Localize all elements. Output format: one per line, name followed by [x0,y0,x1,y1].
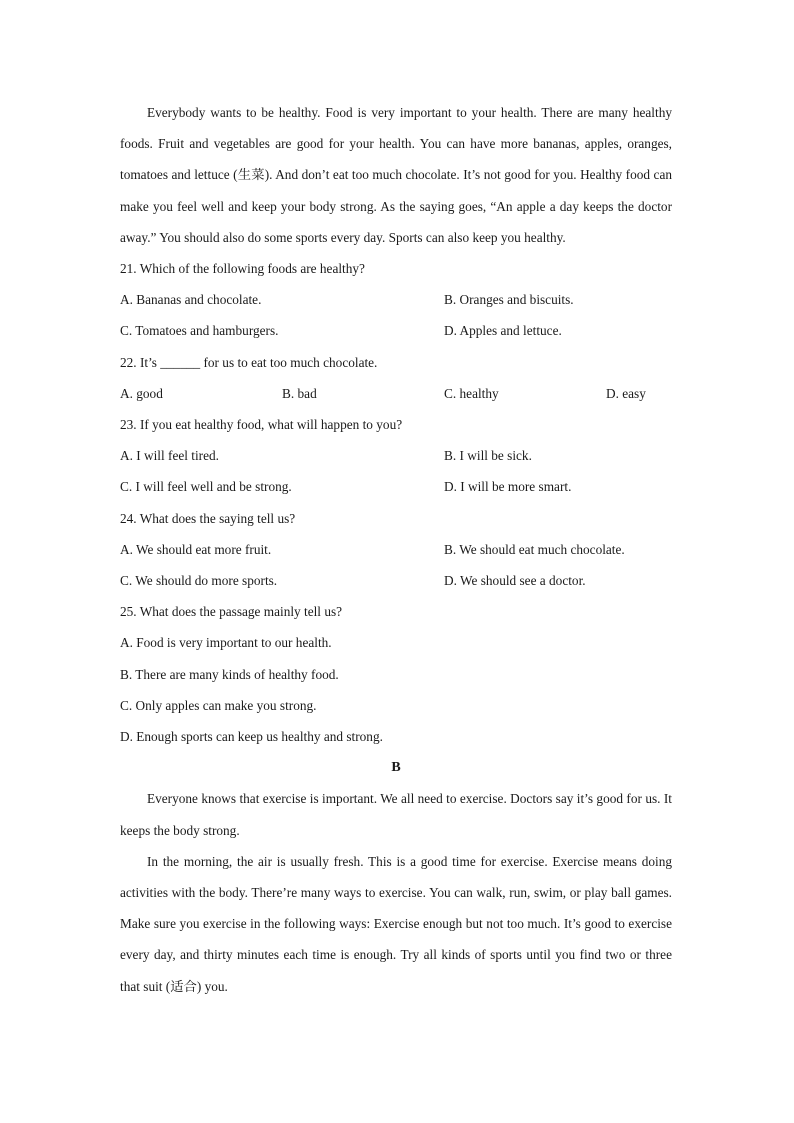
options-row [120,378,672,409]
option-24-c[interactable]: C. We should do more sports. [120,573,278,589]
option-22-d[interactable]: D. easy [606,385,646,401]
option-22-b[interactable]: B. bad [282,385,317,401]
option-23-c[interactable]: C. I will feel well and be strong. [120,479,292,495]
option-23-a[interactable]: A. I will feel tired. [120,448,219,464]
question-24: 24. What does the saying tell us? [120,510,296,526]
options-row [120,565,672,596]
options-row [120,315,672,346]
question-23: 23. If you eat healthy food, what will happen to you? [120,417,403,433]
option-21-a[interactable]: A. Bananas and chocolate. [120,292,262,308]
options-row [120,471,672,502]
option-23-b[interactable]: B. I will be sick. [444,448,532,464]
options-row [120,440,672,471]
question-22: 22. It’s ______ for us to eat too much chocolate. [120,354,378,370]
question-21: 21. Which of the following foods are healthy? [120,261,365,277]
option-25-a[interactable]: A. Food is very important to our health. [120,635,332,651]
option-21-d[interactable]: D. Apples and lettuce. [444,323,562,339]
document-page [120,97,672,1002]
section-b-paragraph-2: In the morning, the air is usually fresh. This is a good time for exercise. Exercise means doing activities with the body. There’re many ways to exercise. You can walk, run, swim, or play ball games. Make sure you exercise in the following ways: Exercise enough but not too much. It’s good to exercise every day, and thirty minutes each time is enough. Try all kinds of sports until you find two or three that suit (适合) you. [120,853,672,994]
option-21-b[interactable]: B. Oranges and biscuits. [444,292,574,308]
option-25-d[interactable]: D. Enough sports can keep us healthy and strong. [120,729,383,745]
options-row [120,284,672,315]
options-row [120,534,672,565]
section-b-title: B [391,760,401,776]
option-24-b[interactable]: B. We should eat much chocolate. [444,541,625,557]
option-25-c[interactable]: C. Only apples can make you strong. [120,697,317,713]
question-25: 25. What does the passage mainly tell us? [120,604,343,620]
option-25-b[interactable]: B. There are many kinds of healthy food. [120,666,339,682]
section-b-paragraph-1: Everyone knows that exercise is important. We all need to exercise. Doctors say it’s good for us. It keeps the body strong. [120,791,672,838]
option-22-c[interactable]: C. healthy [444,385,499,401]
option-23-d[interactable]: D. I will be more smart. [444,479,572,495]
option-22-a[interactable]: A. good [120,385,163,401]
option-24-d[interactable]: D. We should see a doctor. [444,573,586,589]
option-24-a[interactable]: A. We should eat more fruit. [120,541,272,557]
option-21-c[interactable]: C. Tomatoes and hamburgers. [120,323,279,339]
passage-a-paragraph: Everybody wants to be healthy. Food is very important to your health. There are many healthy foods. Fruit and vegetables are good for your health. You can have more bananas, apples, oranges, tomatoes and lettuce (生菜). And don’t eat too much chocolate. It’s not good for you. Healthy food can make you feel well and keep your body strong. As the saying goes, “An apple a day keeps the doctor away.” You should also do some sports every day. Sports can also keep you healthy. [120,105,672,245]
